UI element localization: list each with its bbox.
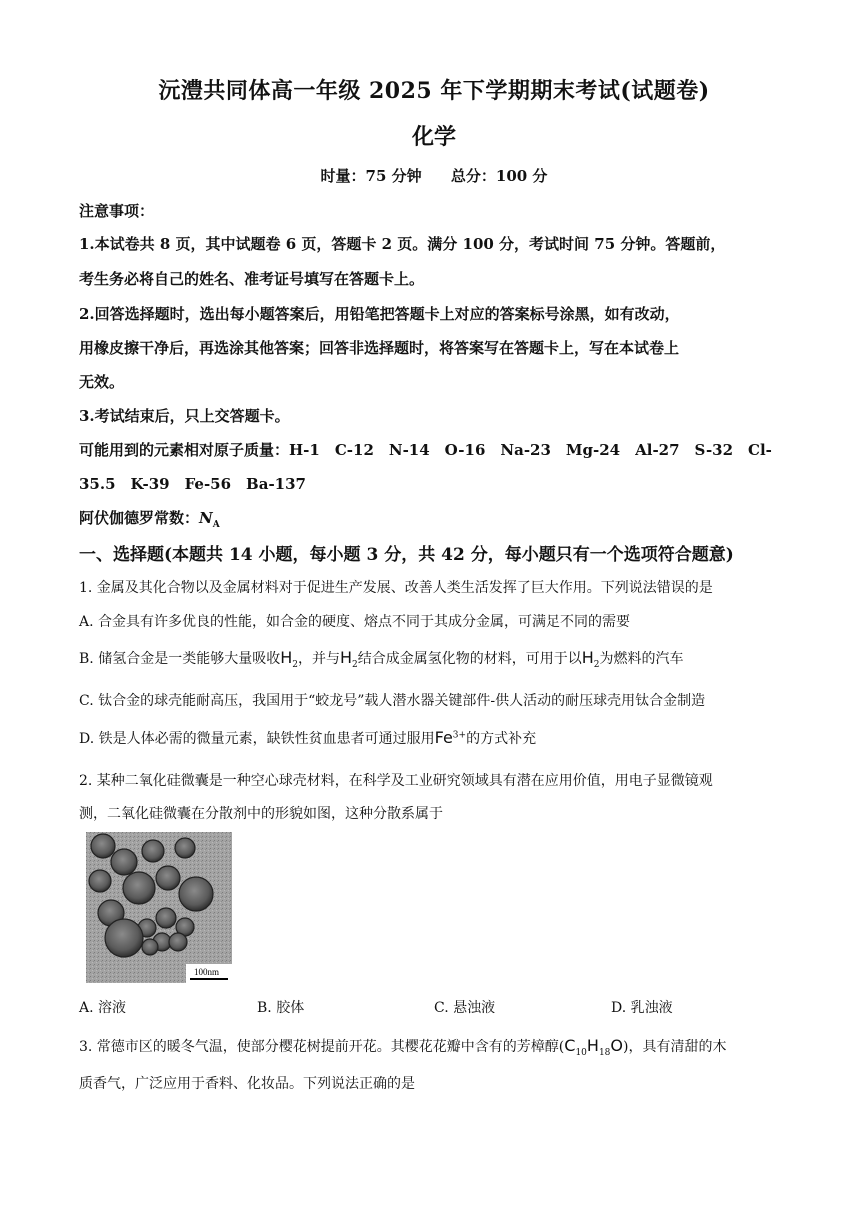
q1-b-sub-1: 2	[292, 659, 298, 670]
section-1-heading: 一、选择题(本题共 14 小题，每小题 3 分，共 42 分，每小题只有一个选项符合题意)	[79, 545, 734, 565]
exam-duration: 时量：75 分钟	[320, 167, 422, 185]
q2-option-d: D. 乳浊液	[611, 1000, 673, 1016]
q1-d-part2: 的方式补充	[466, 731, 537, 747]
note-2a: 2.回答选择题时，选出每小题答案后，用铅笔把答题卡上对应的答案标号涂黑，如有改动，	[79, 305, 680, 323]
q1-d-charge: 3+	[452, 730, 467, 741]
exam-meta	[0, 165, 868, 186]
q1-b-h-3: H	[581, 648, 594, 667]
q1-b-part1: B. 储氢合金是一类能够大量吸收	[79, 651, 281, 667]
exam-title: 沅澧共同体高一年级 2025 年下学期期末考试(试题卷)	[158, 78, 710, 104]
q1-stem: 1. 金属及其化合物以及金属材料对于促进生产发展、改善人类生活发挥了巨大作用。下列说法错误的是	[79, 580, 713, 596]
q1-option-a: A. 合金具有许多优良的性能，如合金的硬度、熔点不同于其成分金属，可满足不同的需要	[79, 614, 631, 630]
exam-subject: 化学	[411, 124, 456, 150]
q1-b-sub-3: 2	[593, 659, 600, 670]
note-1b: 考生务必将自己的姓名、准考证号填写在答题卡上。	[79, 270, 425, 288]
scale-label: 100nm	[194, 967, 220, 977]
q3-stem-1	[79, 1036, 726, 1058]
q1-option-c: C. 钛合金的球壳能耐高压，我国用于“蛟龙号”载人潜水器关键部件-供人活动的耐压球壳用钛合金制造	[79, 693, 706, 709]
microcapsule-micrograph	[86, 832, 232, 983]
note-1a: 1.本试卷共 8 页，其中试题卷 6 页，答题卡 2 页。满分 100 分，考试时间 75 分钟。答题前，	[79, 235, 726, 253]
note-2b: 用橡皮擦干净后，再选涂其他答案；回答非选择题时，将答案写在答题卡上，写在本试卷上	[79, 339, 680, 357]
q1-option-b	[79, 648, 684, 670]
note-3: 3.考试结束后，只上交答题卡。	[79, 407, 290, 425]
q1-b-part4: 为燃料的汽车	[599, 651, 684, 667]
q1-b-h-2: H	[339, 648, 352, 667]
q3-part2: )，具有清甜的木	[622, 1039, 727, 1055]
q1-d-fe: Fe	[434, 728, 453, 747]
avogadro-label: 阿伏伽德罗常数：	[79, 509, 200, 527]
q1-b-h-1: H	[280, 648, 293, 667]
q1-d-part1: D. 铁是人体必需的微量元素，缺铁性贫血患者可通过服用	[79, 731, 435, 747]
q3-formula-h: H	[586, 1036, 599, 1055]
q3-stem-2: 质香气，广泛应用于香料、化妆品。下列说法正确的是	[79, 1076, 415, 1092]
atomic-masses-a: 可能用到的元素相对原子质量：H-1 C-12 N-14 O-16 Na-23 Mg-24 Al-27 S-32 Cl-	[79, 441, 772, 459]
micrograph-svg	[86, 832, 232, 983]
q3-formula-h-sub: 18	[598, 1047, 611, 1058]
q1-b-part2: ，并与	[297, 651, 340, 667]
q1-b-part3: 结合成金属氢化物的材料，可用于以	[357, 651, 582, 667]
avogadro-symbol: N	[199, 509, 213, 527]
avogadro-line	[79, 507, 220, 530]
q2-option-c: C. 悬浊液	[434, 1000, 496, 1016]
q3-formula-c-sub: 10	[575, 1047, 587, 1058]
avogadro-sub: A	[212, 520, 220, 530]
notes-heading: 注意事项：	[79, 202, 155, 220]
q3-part1: 3. 常德市区的暖冬气温，使部分樱花树提前开花。其樱花花瓣中含有的芳樟醇(	[79, 1039, 565, 1055]
q2-option-a: A. 溶液	[79, 1000, 127, 1016]
exam-score: 总分：100 分	[450, 167, 548, 185]
q3-formula-o: O	[610, 1036, 623, 1055]
q3-formula-c: C	[564, 1036, 576, 1055]
q2-stem-1: 2. 某种二氧化硅微囊是一种空心球壳材料，在科学及工业研究领域具有潜在应用价值，用电子显微镜观	[79, 773, 713, 789]
q1-b-sub-2: 2	[352, 659, 358, 670]
atomic-masses-b: 35.5 K-39 Fe-56 Ba-137	[79, 475, 306, 493]
q2-option-b: B. 胶体	[257, 1000, 305, 1016]
note-2c: 无效。	[79, 373, 125, 391]
q2-stem-2: 测，二氧化硅微囊在分散剂中的形貌如图，这种分散系属于	[79, 806, 443, 822]
q1-option-d	[79, 728, 536, 748]
